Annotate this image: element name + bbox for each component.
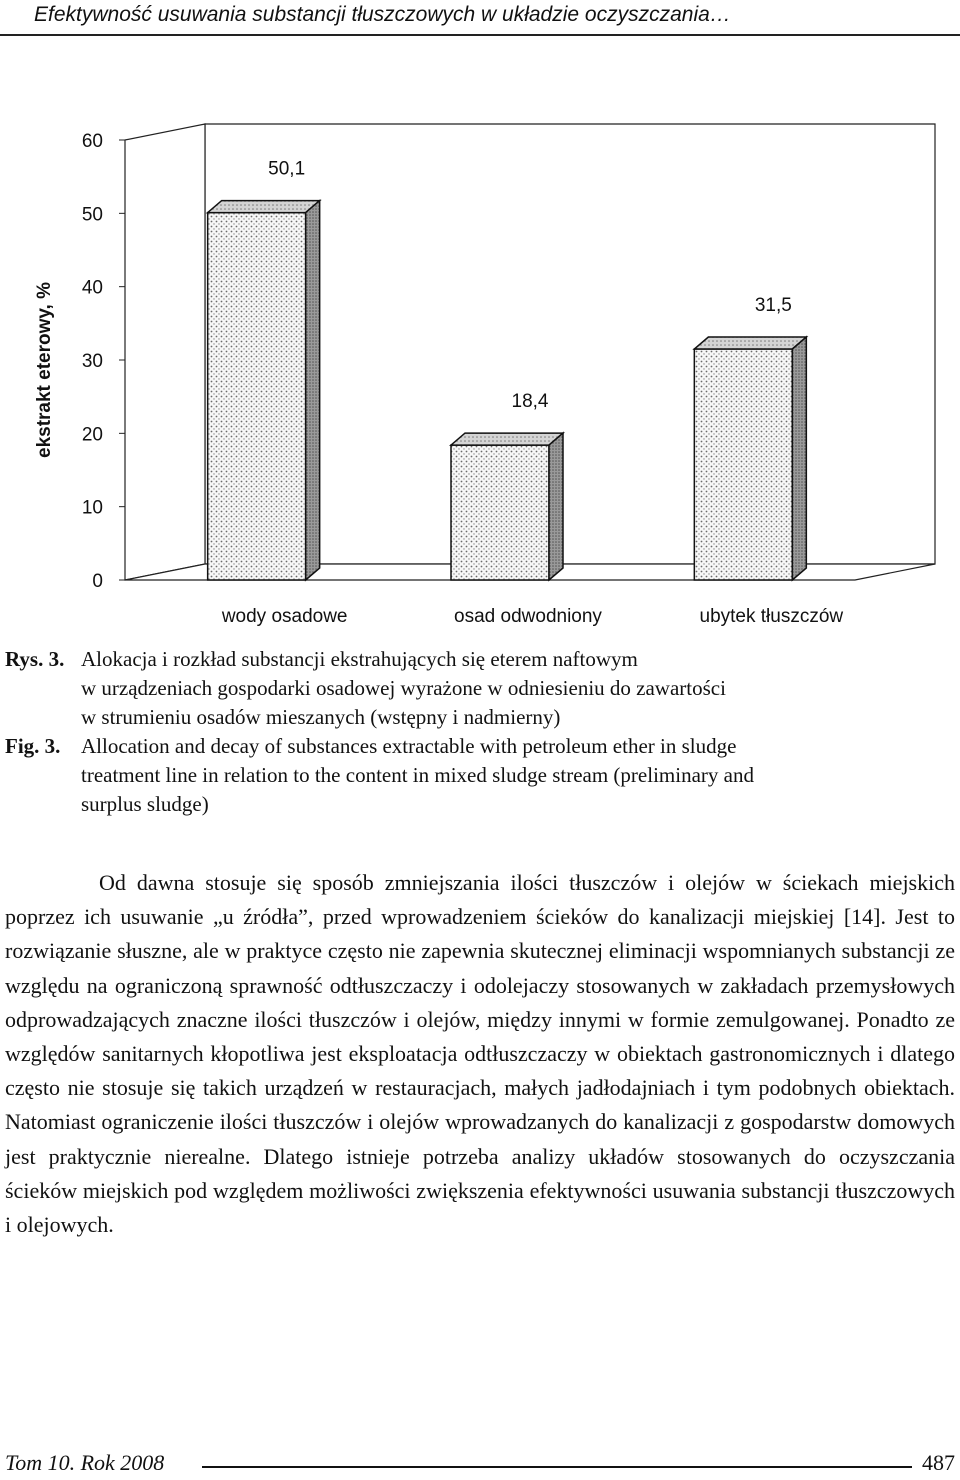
bar-side-face [792, 337, 806, 580]
y-axis-label: ekstrakt eterowy, % [34, 281, 55, 459]
y-tick-label: 60 [81, 131, 103, 152]
bar-front-face [451, 445, 549, 580]
footer-rule [202, 1466, 912, 1468]
caption-pl-line: w urządzeniach gospodarki osadowej wyrażone w odniesieniu do zawartości [81, 676, 726, 700]
caption-en-line: surplus sludge) [81, 792, 209, 816]
bar-front-face [694, 349, 792, 580]
bar-top-face [451, 433, 563, 445]
x-category-label: osad odwodniony [454, 606, 602, 627]
y-tick-label: 20 [81, 424, 103, 446]
running-header [0, 0, 960, 36]
caption-polish [0, 645, 960, 732]
y-tick-label: 10 [81, 497, 103, 519]
body-text [5, 866, 955, 1242]
bar-value-label: 31,5 [754, 295, 792, 316]
bar-value-label: 50,1 [268, 158, 306, 180]
footer-volume: Tom 10. Rok 2008 [5, 1450, 165, 1475]
x-category-label: wody osadowe [221, 606, 348, 627]
caption-pl-label: Rys. 3. [5, 647, 65, 671]
y-axis-ticks [82, 131, 125, 592]
bar-value-label: 18,4 [511, 391, 549, 413]
bar [451, 433, 563, 580]
caption-en-label: Fig. 3. [5, 734, 61, 758]
body-paragraph: Od dawna stosuje się sposób zmniejszania ilości tłuszczów i olejów w ściekach miejskich poprzez ich usuwanie „u źródła”, przed wprowadzeniem ścieków do kanalizacji miejskiej [14]. Jest to rozwiązanie słuszne, ale w praktyce często nie zapewnia skutecznej eliminacji wspomnianych substancji ze względu na ograniczoną sprawność odtłuszczaczy i odolejaczy stosowanych w zakładach przemysłowych odprowadzających znaczne ilości tłuszczów i olejów, między innymi w formie zemulgowanej. Ponadto ze względów sanitarnych kłopotliwa jest eksploatacja odtłuszczaczy w obiektach gastronomicznych i dlatego często nie stosuje się takich urządzeń w restauracjach, małych jadłodajniach i tym podobnych obiektach. Natomiast ograniczenie ilości tłuszczów i olejów wprowadzanych do kanalizacji z gospodarstw domowych jest praktycznie nierealne. Dlatego istnieje potrzeba analizy układów stosowanych do oczyszczania ścieków miejskich pod względem możliwości zwiększenia efektywności usuwania substancji tłuszczowych i olejowych. [5, 870, 955, 1238]
y-tick-label: 40 [81, 277, 103, 299]
caption-pl-line: w strumieniu osadów mieszanych (wstępny i nadmierny) [81, 705, 561, 729]
x-category-label: ubytek tłuszczów [699, 606, 844, 627]
bar-top-face [694, 337, 806, 349]
caption-english [0, 732, 960, 819]
bar-chart [0, 100, 960, 640]
bar-top-face [208, 201, 320, 213]
bar-side-face [306, 201, 320, 580]
bar [694, 337, 806, 580]
y-tick-label: 30 [81, 351, 103, 372]
caption-en-line: Allocation and decay of substances extractable with petroleum ether in sludge [81, 734, 737, 758]
figure-caption [0, 645, 960, 819]
running-header-title: Efektywność usuwania substancji tłuszczowych w układzie oczyszczania… [34, 3, 731, 26]
page-number: 487 [922, 1450, 955, 1475]
bar-front-face [208, 213, 306, 580]
chart-side-wall [125, 124, 205, 580]
caption-en-line: treatment line in relation to the content in mixed sludge stream (preliminary and [81, 763, 754, 787]
y-tick-label: 50 [81, 204, 103, 226]
bar-side-face [549, 433, 563, 580]
bar [208, 201, 320, 580]
caption-pl-line: Alokacja i rozkład substancji ekstrahujących się eterem naftowym [81, 647, 638, 671]
y-tick-label: 0 [92, 571, 103, 592]
